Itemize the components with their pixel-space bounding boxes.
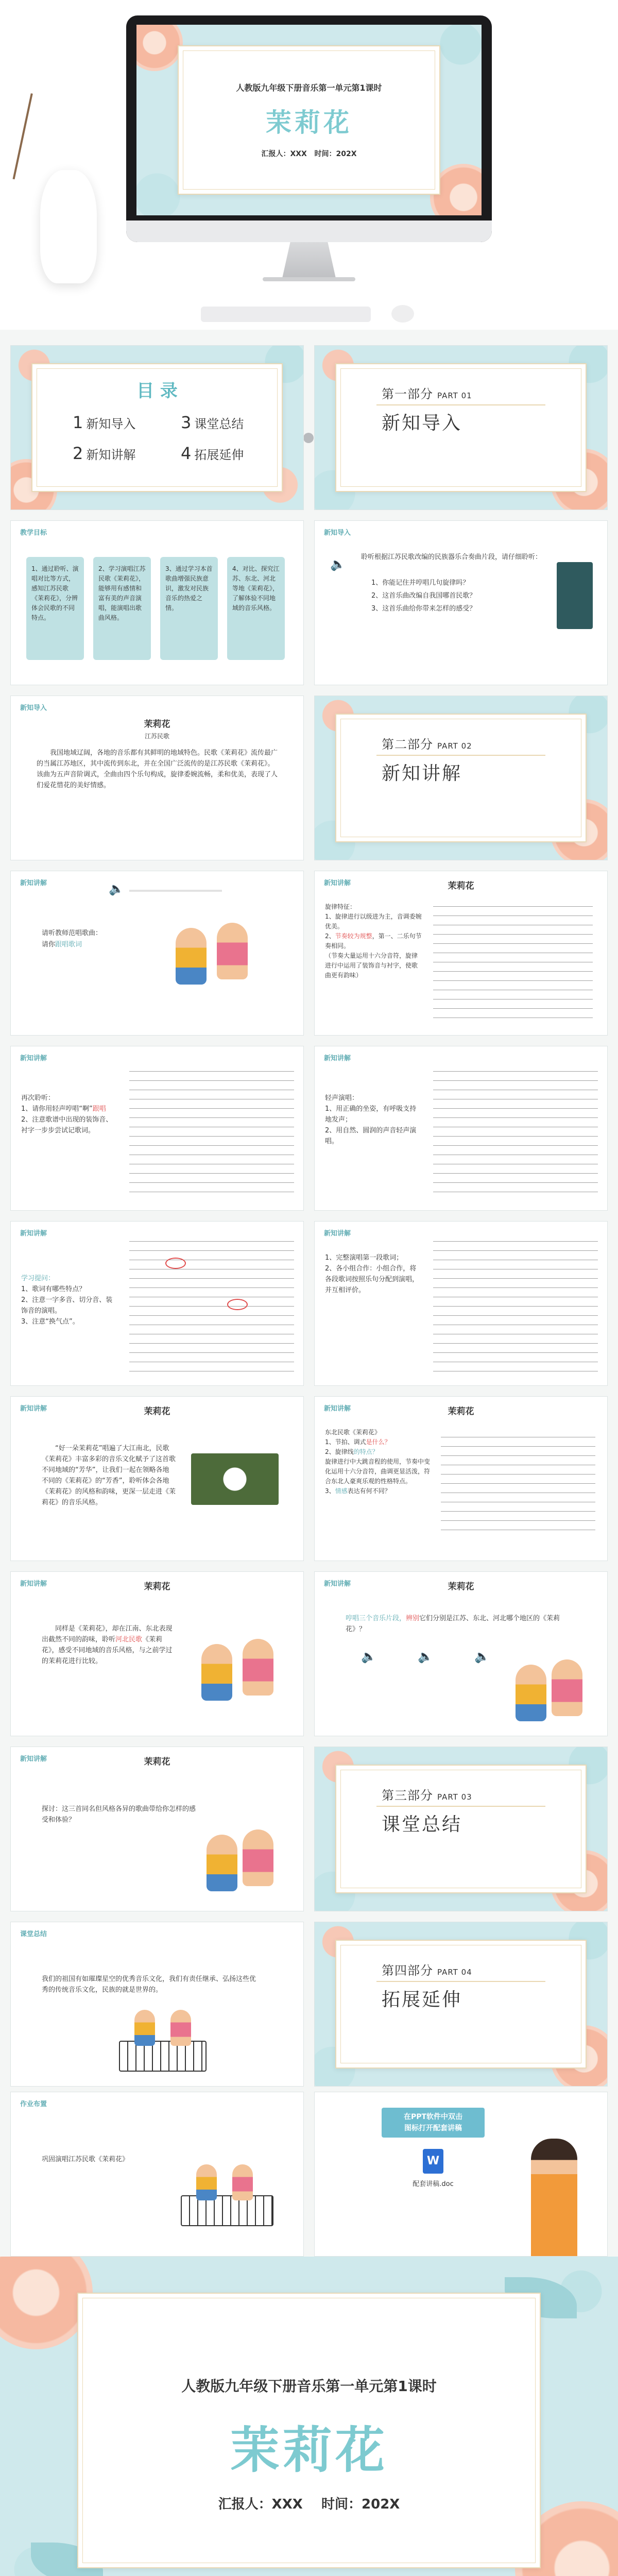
slide-title: 茉莉花 bbox=[144, 1757, 170, 1767]
part3-slide bbox=[314, 1747, 608, 1911]
divider bbox=[376, 1981, 545, 1982]
slide-title: 茉莉花 bbox=[144, 1406, 170, 1417]
boy-cartoon bbox=[196, 2164, 217, 2200]
piano-image bbox=[119, 2041, 207, 2072]
part-label: 第四部分 PART 04 bbox=[382, 1963, 472, 1978]
flower-decoration bbox=[136, 25, 183, 71]
audio-progress[interactable] bbox=[129, 890, 222, 892]
part-name: 课堂总结 bbox=[382, 1814, 462, 1835]
slide-tag: 新知导入 bbox=[20, 704, 47, 712]
part-label: 第二部分 PART 02 bbox=[382, 737, 472, 752]
speaker-icon[interactable]: 🔈 bbox=[109, 882, 124, 896]
musician-image bbox=[557, 562, 593, 629]
cover-subtitle: 人教版九年级下册音乐第一单元第1课时 bbox=[236, 83, 382, 93]
boy-cartoon bbox=[134, 2010, 155, 2046]
part-label: 第三部分 PART 03 bbox=[382, 1788, 472, 1803]
part-name: 新知导入 bbox=[382, 413, 462, 434]
cover-slide-preview bbox=[136, 25, 482, 215]
girl-cartoon bbox=[217, 923, 248, 979]
highlight-circle bbox=[227, 1299, 248, 1310]
intro-slide bbox=[314, 520, 608, 685]
homework-body: 巩固演唱江苏民歌《茉莉花》 bbox=[42, 2156, 129, 2163]
divider bbox=[376, 404, 545, 405]
doc-slide bbox=[314, 2092, 608, 2257]
divider bbox=[376, 1806, 545, 1807]
slide-tag: 新知讲解 bbox=[20, 1755, 47, 1763]
sheet-music bbox=[433, 1067, 598, 1196]
sheet-music bbox=[433, 1237, 598, 1376]
regional-body: 同样是《茉莉花》，却在江南、东北表现出截然不同的韵味，聆听河北民歌《茉莉花》，感受不同地域的音乐风格，与之前学过的茉莉花进行比较。 bbox=[42, 1625, 173, 1665]
divider bbox=[376, 755, 545, 756]
final-subtitle: 人教版九年级下册音乐第一单元第1课时 bbox=[181, 2378, 437, 2395]
slide-tag: 课堂总结 bbox=[20, 1930, 47, 1938]
open-doc-hint: 在PPT软件中双击 图标打开配套讲稿 bbox=[382, 2108, 485, 2138]
sing1-slide bbox=[10, 1046, 304, 1211]
homework-slide bbox=[10, 2092, 304, 2257]
intro-question-1: 1、你能记住并哼唱几句旋律吗？ bbox=[371, 579, 470, 587]
piano-image bbox=[181, 2195, 273, 2226]
girl-cartoon bbox=[243, 1639, 273, 1696]
analysis-text: 旋律特征： 1、旋律进行以级进为主，音调委婉优美。 2、节奏较为规整，第一、二乐句节奏相同。 （节奏大量运用十六分音符，旋律进行中运用了装饰音与衬字，使歌曲更有韵味） bbox=[325, 903, 422, 979]
word-doc-icon[interactable]: W bbox=[423, 2149, 443, 2174]
girl-cartoon bbox=[170, 2010, 191, 2046]
song-info-slide bbox=[10, 696, 304, 860]
girl-cartoon bbox=[232, 2164, 253, 2200]
discuss-slide bbox=[10, 1747, 304, 1911]
poem-body: “好一朵茉莉花”唱遍了大江南北，民歌《茉莉花》丰富多彩的音乐文化赋予了这首歌不同地域的“芳华”，让我们一起在领略各地不同的《茉莉花》的“芳香”，聆听体会各地《茉莉花》的风格和韵味，更深一层走进《茉莉花》的音乐风格。 bbox=[42, 1445, 176, 1506]
vase-image bbox=[40, 170, 97, 283]
part-label: 第一部分 PART 01 bbox=[382, 387, 472, 401]
listen-text-1: 请听教师范唱歌曲： bbox=[42, 929, 102, 937]
sheet-music bbox=[433, 902, 593, 1021]
toc-item-2: 2 新知讲解 bbox=[73, 444, 136, 463]
slide-tag: 教学目标 bbox=[20, 529, 47, 537]
closing-body: 我们的祖国有如璀璨星空的优秀音乐文化，我们有责任继承、弘扬这些优秀的传统音乐文化，民族的就是世界的。 bbox=[42, 1975, 256, 1994]
toc-item-1: 1 新知导入 bbox=[73, 413, 136, 432]
hero-scene bbox=[0, 0, 618, 330]
girl-cartoon bbox=[552, 1659, 582, 1716]
speaker-icon[interactable]: 🔈 bbox=[418, 1649, 433, 1664]
perform-slide bbox=[314, 1221, 608, 1386]
goal-card-3: 3、通过学习本首歌曲增强民族意识，激发对民族音乐的热爱之情。 bbox=[160, 557, 218, 660]
goal-card-2: 2、学习演唱江苏民歌《茉莉花》，能够用有感情和富有美的声音演唱，能演唱出歌曲风格。 bbox=[93, 557, 151, 660]
part4-slide bbox=[314, 1922, 608, 2087]
slide-tag: 新知讲解 bbox=[324, 1580, 351, 1588]
part-name: 新知讲解 bbox=[382, 763, 462, 784]
slide-tag: 新知导入 bbox=[324, 529, 351, 537]
regional-slide bbox=[10, 1571, 304, 1736]
slide-tag: 新知讲解 bbox=[20, 879, 47, 887]
analysis-slide bbox=[314, 871, 608, 1036]
highlight-circle bbox=[165, 1258, 186, 1269]
teacher-image bbox=[531, 2139, 577, 2257]
compare-slide bbox=[314, 1396, 608, 1561]
apple-logo-icon bbox=[303, 433, 314, 443]
slide-tag: 新知讲解 bbox=[324, 879, 351, 887]
sing2-text: 轻声演唱： 1、用正确的坐姿，有呼吸支持地发声； 2、用自然、圆润的声音轻声演唱。 bbox=[325, 1094, 417, 1145]
goals-slide bbox=[10, 520, 304, 685]
slide-tag: 新知讲解 bbox=[324, 1230, 351, 1238]
perform-text: 1、完整演唱第一段歌词； 2、各小组合作：小组合作，将各段歌词按照乐句分配到演唱，并互相评价。 bbox=[325, 1254, 419, 1294]
slide-tag: 新知讲解 bbox=[20, 1405, 47, 1413]
monitor-stand bbox=[282, 242, 336, 278]
speaker-icon[interactable]: 🔈 bbox=[361, 1649, 376, 1664]
girl-cartoon bbox=[243, 1829, 273, 1886]
boy-cartoon bbox=[516, 1665, 546, 1721]
slide-tag: 新知讲解 bbox=[20, 1055, 47, 1062]
explore-question: 哼唱三个音乐片段，辨别它们分别是江苏、东北、河北哪个地区的《茉莉花》？ bbox=[346, 1615, 560, 1633]
sing2-slide bbox=[314, 1046, 608, 1211]
final-cover-slide bbox=[0, 2257, 618, 2576]
part1-slide bbox=[314, 345, 608, 510]
part2-slide bbox=[314, 696, 608, 860]
doc-filename[interactable]: 配套讲稿.doc bbox=[413, 2180, 454, 2188]
song-title: 茉莉花 bbox=[144, 719, 170, 730]
explore-slide bbox=[314, 1571, 608, 1736]
slide-title: 茉莉花 bbox=[144, 1582, 170, 1592]
intro-lead: 聆听根据江苏民歌改编的民族器乐合奏曲片段，请仔细聆听： bbox=[361, 553, 542, 561]
cover-reporter: 汇报人：XXX 时间：202X bbox=[261, 150, 357, 158]
slide-tag: 新知讲解 bbox=[324, 1405, 351, 1413]
poem-slide bbox=[10, 1396, 304, 1561]
song-sub: 江苏民歌 bbox=[144, 733, 169, 740]
learn-text: 学习提问： 1、歌词有哪些特点？ 2、注意一字多音、切分音、装饰音的演唱。 3、注意“换气点”。 bbox=[21, 1275, 113, 1326]
jasmine-flower-image bbox=[191, 1453, 279, 1505]
toc-heading: 目 录 bbox=[136, 381, 178, 401]
sing1-text: 再次聆听： 1、请你用轻声哼唱“啊”跟唱 2、注意歌谱中出现的装饰音、衬字一步步尝试记歌词。 bbox=[21, 1094, 113, 1134]
discuss-body: 探讨：这三首同名但风格各异的歌曲带给你怎样的感受和体验？ bbox=[42, 1805, 196, 1824]
part-name: 拓展延伸 bbox=[382, 1989, 462, 2010]
compare-text: 东北民歌《茉莉花》 1、节拍、调式是什么？ 2、旋律线的特点？ 旋律进行中大跳音程的使用，节奏中变化运用十六分音符，曲调更显活泼，符合东北人豪爽乐观的性格特点。 3、情感表达有何不同？ bbox=[325, 1429, 431, 1495]
speaker-icon[interactable]: 🔈 bbox=[474, 1649, 490, 1664]
listen-text-2: 请你跟唱歌词 bbox=[42, 941, 82, 948]
monitor-frame bbox=[126, 15, 492, 242]
monitor-foot bbox=[263, 277, 355, 281]
learn-slide bbox=[10, 1221, 304, 1386]
boy-cartoon bbox=[201, 1644, 232, 1701]
mouse-image bbox=[391, 305, 414, 323]
closing-slide bbox=[10, 1922, 304, 2087]
intro-question-2: 2、这首乐曲改编自我国哪首民歌？ bbox=[371, 592, 476, 600]
goal-card-1: 1、通过聆听、演唱对比等方式，感知江苏民歌《茉莉花》，分辨体会民歌的不同特点。 bbox=[26, 557, 84, 660]
slide-tag: 新知讲解 bbox=[20, 1580, 47, 1588]
slide-title: 茉莉花 bbox=[448, 1406, 474, 1417]
slide-tag: 作业布置 bbox=[20, 2100, 47, 2108]
final-reporter: 汇报人：XXX 时间：202X bbox=[218, 2497, 400, 2512]
sheet-music bbox=[129, 1067, 294, 1196]
toc-item-3: 3 课堂总结 bbox=[181, 413, 244, 432]
cover-title: 茉莉花 bbox=[266, 108, 352, 138]
slide-title: 茉莉花 bbox=[448, 881, 474, 891]
final-title: 茉莉花 bbox=[230, 2421, 388, 2479]
sheet-music bbox=[441, 1433, 595, 1536]
song-body: 我国地域辽阔，各地的音乐都有其鲜明的地域特色。民歌《茉莉花》流传最广的当属江苏地区，其中流传到东北，并在全国广泛流传的是江苏民歌《茉莉花》。该曲为五声音阶调式，全曲由四个乐句构成，旋律委婉流畅，柔和优美，表现了人们爱花惜花的美好情感。 bbox=[37, 749, 278, 789]
goal-card-4: 4、对比、探究江苏、东北、河北等地《茉莉花》，了解体验不同地域的音乐风格。 bbox=[227, 557, 285, 660]
keyboard-image bbox=[201, 307, 371, 322]
speaker-icon[interactable]: 🔈 bbox=[330, 557, 346, 571]
slide-title: 茉莉花 bbox=[448, 1582, 474, 1592]
boy-cartoon bbox=[207, 1835, 237, 1891]
toc-slide bbox=[10, 345, 304, 510]
slide-tag: 新知讲解 bbox=[20, 1230, 47, 1238]
monitor-chin bbox=[126, 221, 492, 242]
slide-tag: 新知讲解 bbox=[324, 1055, 351, 1062]
intro-question-3: 3、这首乐曲给你带来怎样的感受？ bbox=[371, 605, 476, 613]
toc-item-4: 4 拓展延伸 bbox=[181, 444, 244, 463]
sheet-music bbox=[129, 1237, 294, 1376]
listen-slide bbox=[10, 871, 304, 1036]
boy-cartoon bbox=[176, 928, 207, 985]
